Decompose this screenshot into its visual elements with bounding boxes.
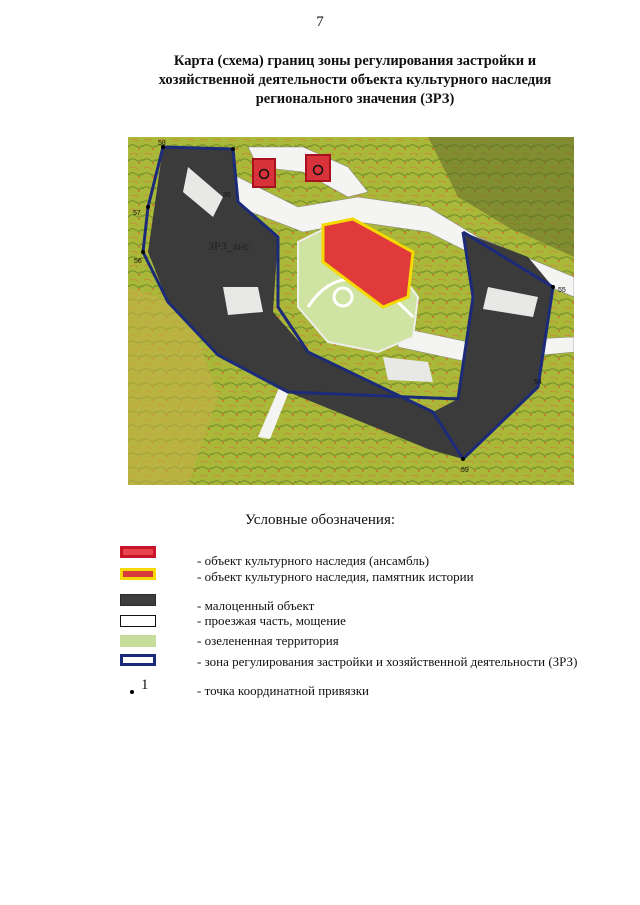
legend-label: - зона регулирования застройки и хозяйственной деятельности (ЗРЗ) <box>197 654 578 669</box>
legend-label: - проезжая часть, мощение <box>197 613 346 628</box>
title-line-1: Карта (схема) границ зоны регулирования застройки и <box>173 53 537 69</box>
point-label: 59 <box>461 467 469 474</box>
title-line-2: хозяйственной деятельности объекта культурного наследия <box>158 72 552 88</box>
page-number: 7 <box>316 14 324 30</box>
history-monument <box>306 155 330 181</box>
history-monument <box>253 159 275 187</box>
point-label: 30 <box>223 192 231 199</box>
legend-item-paved <box>0 612 640 632</box>
point-label: 56 <box>134 258 142 265</box>
legend-swatch <box>120 568 156 580</box>
legend-item-low-value <box>0 592 640 612</box>
boundary-point <box>141 250 145 254</box>
point-label: 54 <box>534 379 542 386</box>
legend-item-zrz <box>0 653 640 673</box>
legend-swatch <box>120 546 156 558</box>
boundary-point <box>461 457 465 461</box>
legend-label: - озелененная территория <box>197 633 339 648</box>
point-symbol <box>130 690 134 694</box>
boundary-point <box>551 285 555 289</box>
legend-swatch <box>120 594 156 606</box>
legend-swatch <box>120 615 156 627</box>
point-symbol-number: 1 <box>141 677 149 693</box>
legend-label: - объект культурного наследия, памятник истории <box>197 569 474 584</box>
legend-title: Условные обозначения: <box>244 512 396 528</box>
boundary-point <box>146 205 150 209</box>
paved-area <box>223 287 263 315</box>
point-label: 57 <box>133 210 141 217</box>
boundary-point <box>231 147 235 151</box>
zone-label: ЗРЗ_анс <box>208 239 250 253</box>
title-line-3: регионального значения (ЗРЗ) <box>255 91 455 107</box>
legend-label: - малоценный объект <box>197 598 315 613</box>
point-label: 58 <box>158 140 166 147</box>
legend-label: - точка координатной привязки <box>197 683 369 698</box>
zone-map <box>128 137 574 485</box>
legend-item-monument <box>0 562 640 582</box>
point-label: 55 <box>558 287 566 294</box>
page-title <box>140 52 570 109</box>
legend-item-green <box>0 632 640 652</box>
legend-swatch <box>120 654 156 666</box>
legend-label: - объект культурного наследия (ансамбль) <box>197 553 430 568</box>
legend-swatch <box>120 635 156 647</box>
